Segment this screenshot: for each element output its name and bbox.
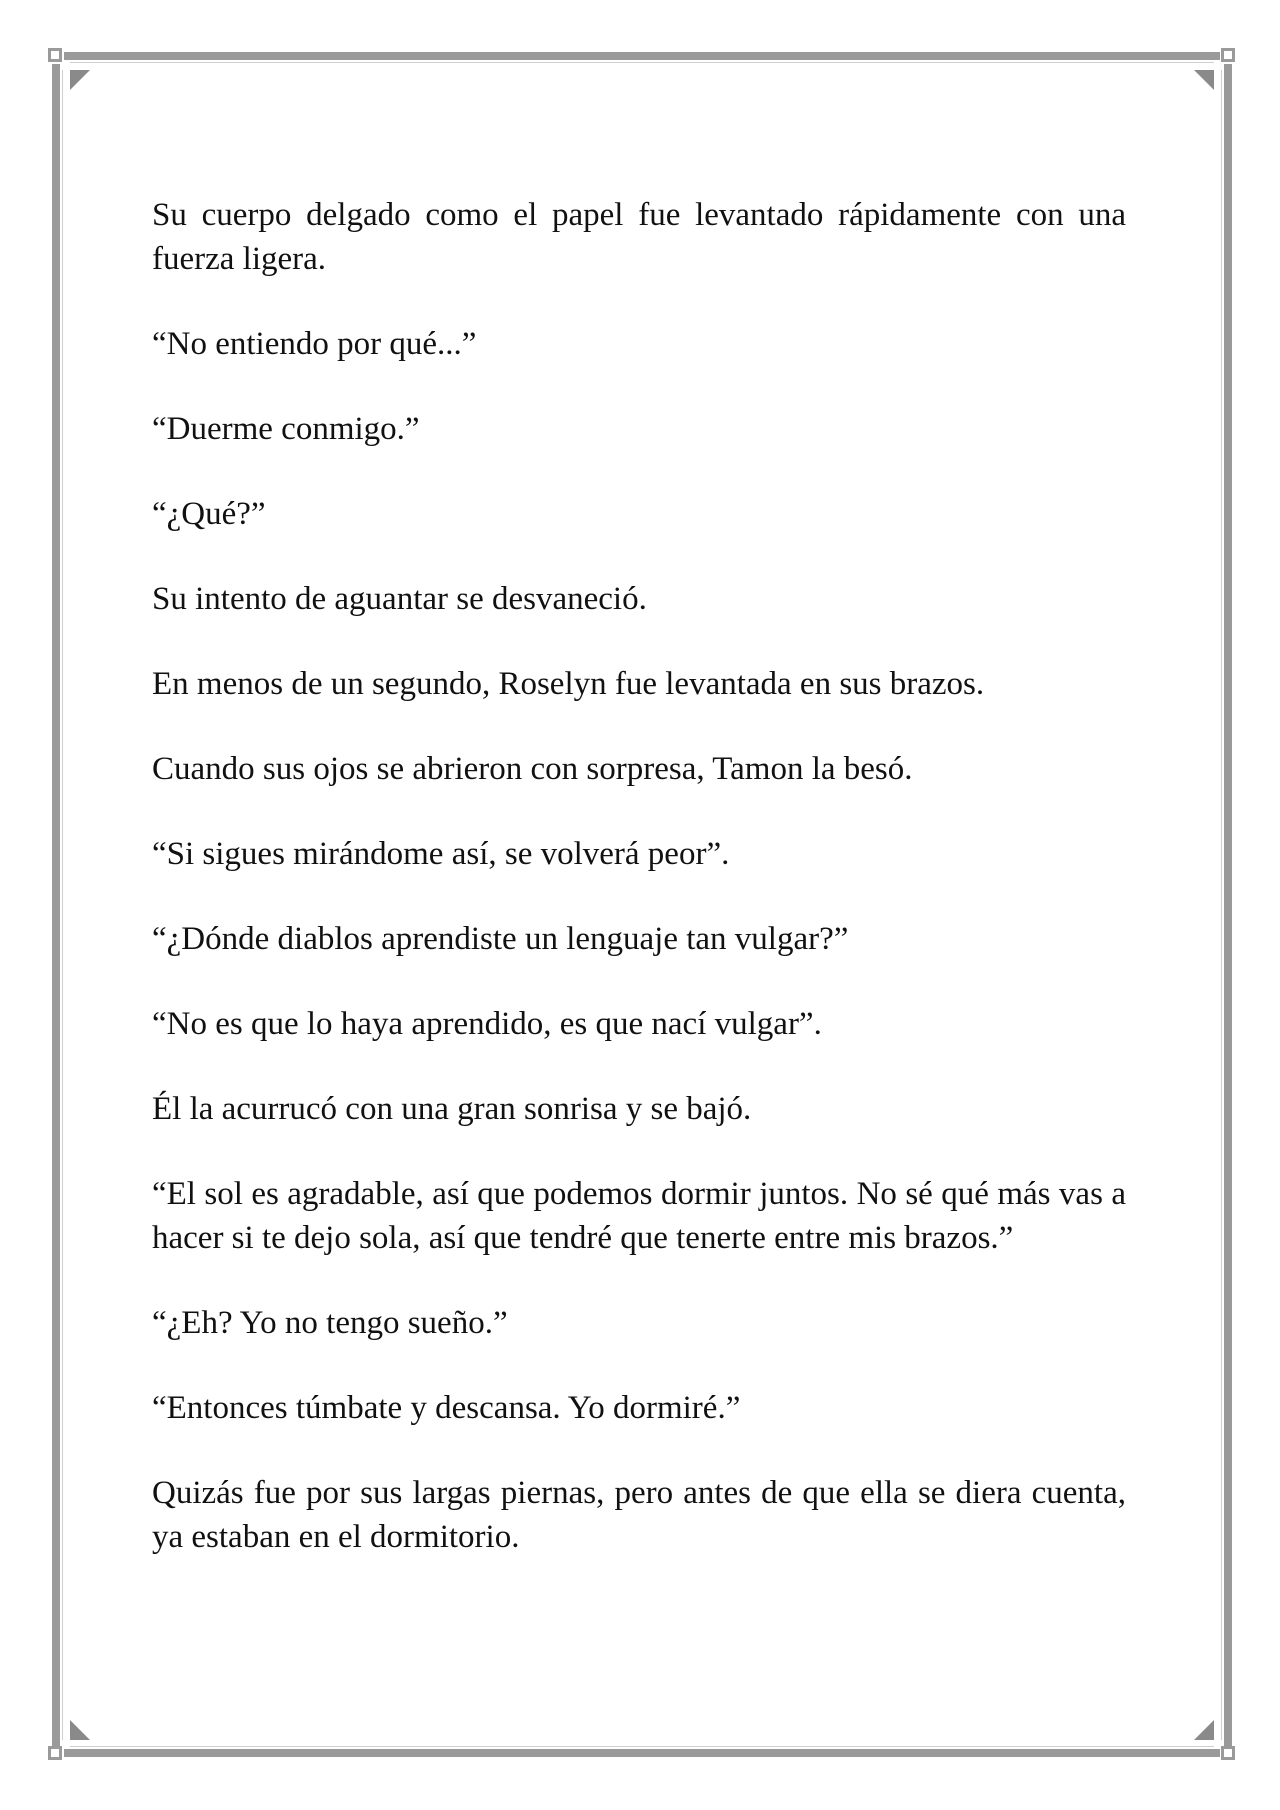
frame-inner-line-right: [1221, 70, 1222, 1740]
paragraph: “¿Eh? Yo no tengo sueño.”: [152, 1305, 508, 1341]
triangle-corner-icon: [70, 70, 90, 90]
triangle-corner-icon: [1194, 1720, 1214, 1740]
paragraph: “No entiendo por qué...”: [152, 326, 477, 362]
square-corner-icon: [1221, 48, 1235, 62]
page-body: [152, 193, 1126, 1600]
triangle-corner-icon: [1194, 70, 1214, 90]
paragraph: Él la acurrucó con una gran sonrisa y se bajó.: [152, 1091, 752, 1127]
triangle-corner-icon: [70, 1720, 90, 1740]
paragraph: En menos de un segundo, Roselyn fue levantada en sus brazos.: [152, 666, 985, 702]
paragraph: “Duerme conmigo.”: [152, 411, 420, 447]
frame-border-right: [1224, 64, 1232, 1746]
paragraph: Quizás fue por sus largas piernas, pero antes de que ella se diera cuenta, ya estaban en el dormitorio.: [152, 1475, 1126, 1555]
paragraph: “¿Dónde diablos aprendiste un lenguaje tan vulgar?”: [152, 921, 849, 957]
paragraph: “Entonces túmbate y descansa. Yo dormiré.”: [152, 1390, 741, 1426]
paragraph: Su intento de aguantar se desvaneció.: [152, 581, 647, 617]
square-corner-icon: [48, 1746, 62, 1760]
frame-border-bottom: [64, 1749, 1220, 1757]
paragraph: “¿Qué?”: [152, 496, 266, 532]
paragraph: “El sol es agradable, así que podemos dormir juntos. No sé qué más vas a hacer si te dejo sola, así que tendré que tenerte entre mis brazos.”: [152, 1176, 1126, 1256]
paragraph: Su cuerpo delgado como el papel fue levantado rápidamente con una fuerza ligera.: [152, 197, 1126, 277]
frame-border-top: [64, 52, 1220, 60]
frame-inner-line-left: [62, 70, 63, 1740]
paragraph: “Si sigues mirándome así, se volverá peor”.: [152, 836, 730, 872]
frame-inner-line-top: [70, 62, 1214, 63]
paragraph: Cuando sus ojos se abrieron con sorpresa, Tamon la besó.: [152, 751, 913, 787]
square-corner-icon: [1221, 1746, 1235, 1760]
square-corner-icon: [48, 48, 62, 62]
frame-border-left: [52, 64, 60, 1746]
frame-inner-line-bottom: [70, 1746, 1214, 1747]
paragraph: “No es que lo haya aprendido, es que nací vulgar”.: [152, 1006, 822, 1042]
